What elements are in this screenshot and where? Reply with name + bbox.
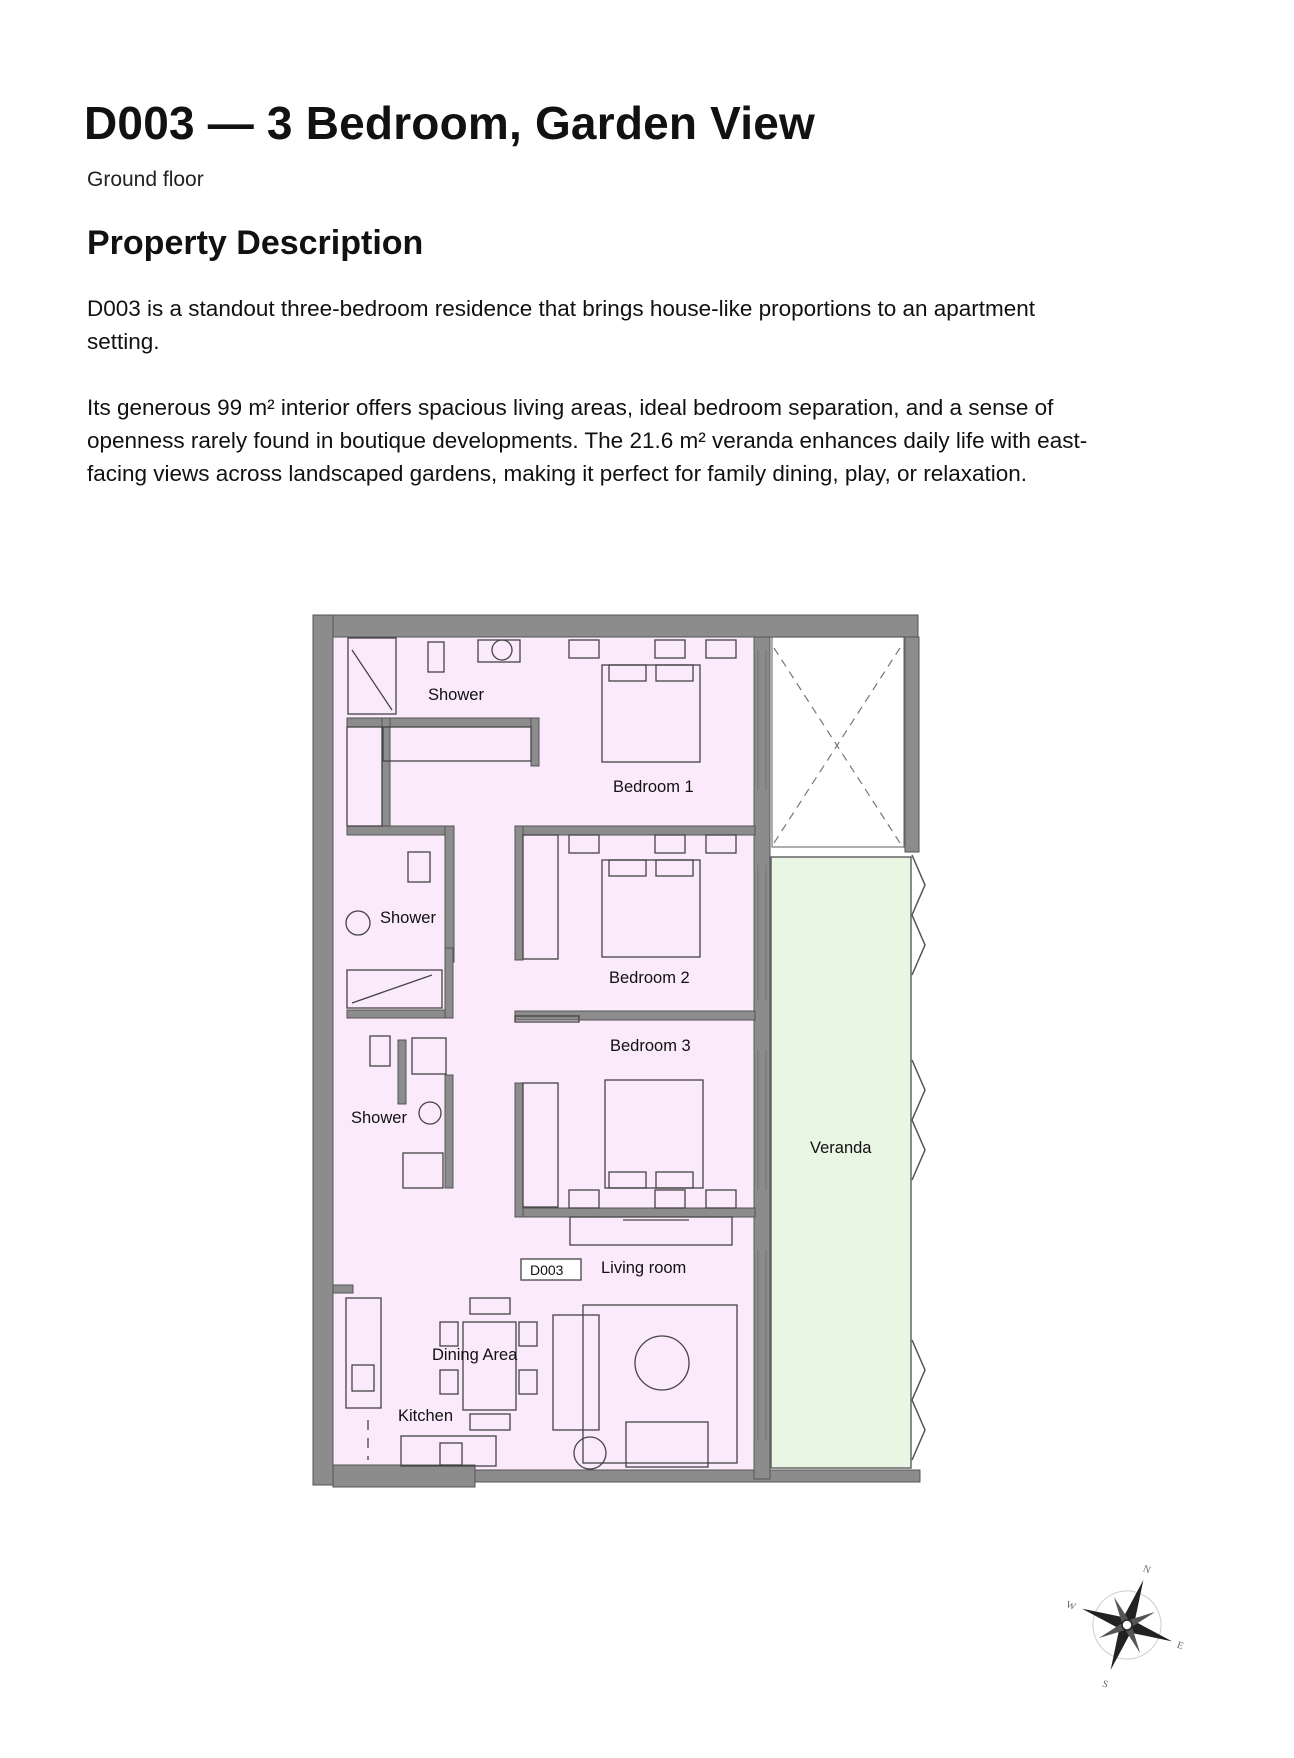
compass-rose (1043, 1543, 1205, 1710)
compass-label-n: N (1141, 1563, 1152, 1577)
room-label-living-room: Living room (601, 1259, 687, 1277)
compass-label-e: E (1175, 1639, 1185, 1653)
room-label-bedroom-1: Bedroom 1 (613, 778, 694, 796)
compass-label-w: W (1064, 1599, 1078, 1613)
room-label-veranda: Veranda (810, 1139, 872, 1157)
room-label-dining-area: Dining Area (432, 1346, 518, 1364)
upper-balcony (772, 637, 904, 847)
room-label-bedroom-3: Bedroom 3 (610, 1037, 691, 1055)
interior-area (330, 637, 753, 1482)
veranda-folding-doors (912, 855, 925, 1460)
floor-subtitle: Ground floor (87, 168, 204, 191)
section-heading: Property Description (87, 224, 424, 262)
room-label-bedroom-2: Bedroom 2 (609, 969, 690, 987)
room-label-shower-3: Shower (351, 1109, 407, 1127)
description-paragraph-1: D003 is a standout three-bedroom residence that brings house-like proportions to an apartment setting. (87, 296, 1036, 354)
interior-floor (330, 637, 753, 1482)
room-label-shower-2: Shower (380, 909, 436, 927)
description-paragraph-2: Its generous 99 m² interior offers spacious living areas, ideal bedroom separation, and a sense of openness rarely found in boutique developments. The 21.6 m² veranda enhances daily life with east-facing views across landscaped gardens, making it perfect for family dining, play, or relaxation. (87, 395, 1088, 486)
unit-tag: D003 (530, 1262, 564, 1278)
room-label-shower-1: Shower (428, 686, 484, 704)
page-title: D003 — 3 Bedroom, Garden View (84, 97, 815, 149)
room-label-kitchen: Kitchen (398, 1407, 454, 1425)
compass-label-s: S (1100, 1678, 1110, 1691)
veranda-area (771, 857, 911, 1468)
